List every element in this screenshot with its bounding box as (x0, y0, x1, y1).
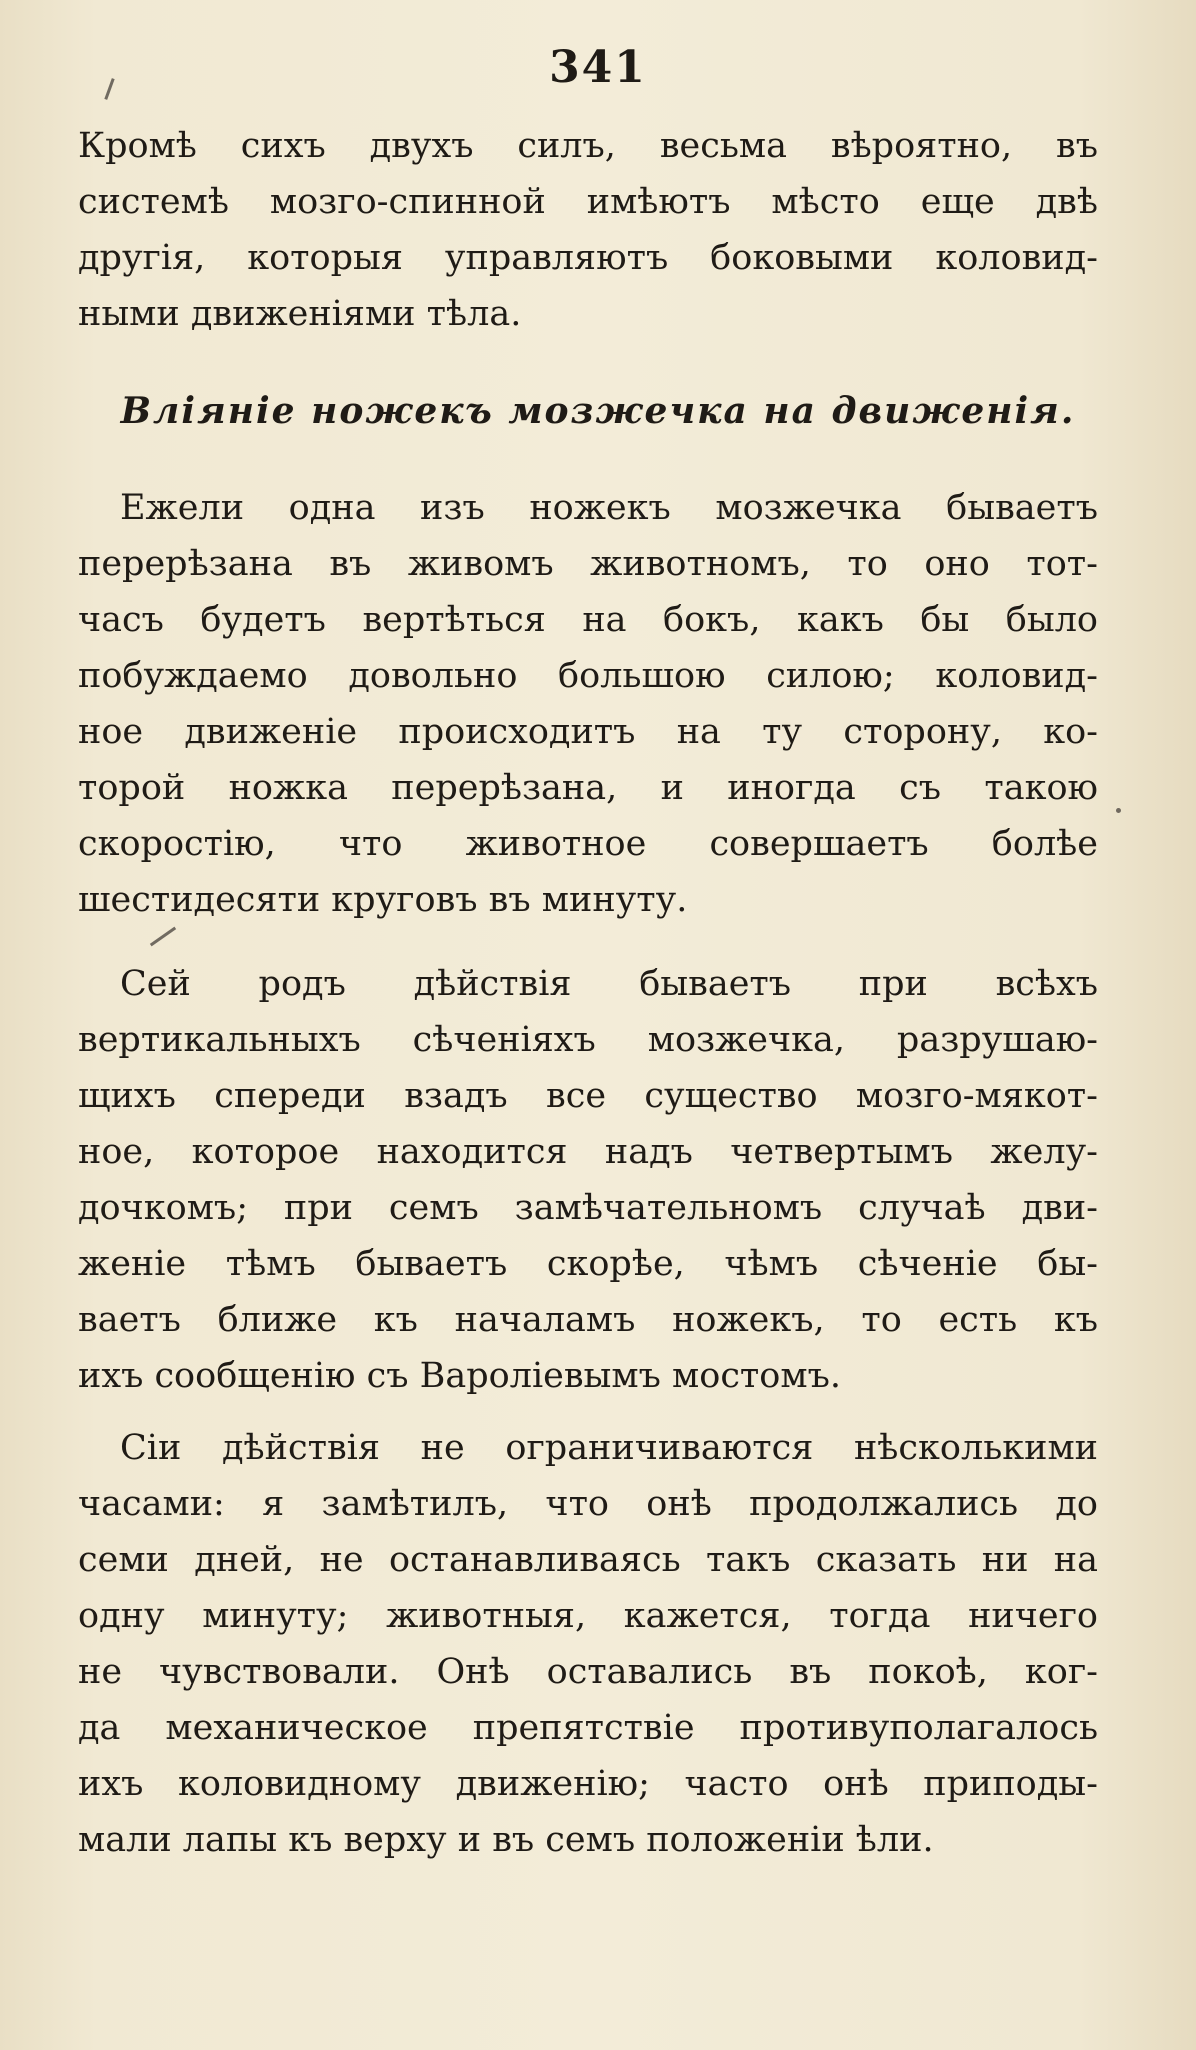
text-line: скоростію, что животное совершаетъ болѣе (78, 824, 1098, 864)
page-number: 341 (549, 42, 647, 93)
text-line: Сей родъ дѣйствія бываетъ при всѣхъ (120, 964, 1098, 1004)
text-line: дочкомъ; при семъ замѣчательномъ случаѣ дви- (78, 1188, 1098, 1228)
text-line: ное движеніе происходитъ на ту сторону, ко- (78, 712, 1098, 752)
text-line: системѣ мозго-спинной имѣютъ мѣсто еще двѣ (78, 182, 1098, 222)
text-line: ными движеніями тѣла. (78, 294, 522, 334)
text-line: одну минуту; животныя, кажется, тогда ничего (78, 1596, 1098, 1636)
paragraph-1 (78, 118, 1098, 342)
paragraph-2 (78, 480, 1098, 928)
ink-mark (1116, 808, 1121, 813)
paragraph-4 (78, 1420, 1098, 1868)
text-line: Сіи дѣйствія не ограничиваются нѣсколькими (120, 1428, 1098, 1468)
text-line: часами: я замѣтилъ, что онѣ продолжались до (78, 1484, 1098, 1524)
text-line: шестидесяти круговъ въ минуту. (78, 880, 688, 920)
text-line: не чувствовали. Онѣ оставались въ покоѣ, ког- (78, 1652, 1098, 1692)
text-line: другія, которыя управляютъ боковыми коловид- (78, 238, 1098, 278)
text-line: ное, которое находится надъ четвертымъ желу- (78, 1132, 1098, 1172)
text-line: женіе тѣмъ бываетъ скорѣе, чѣмъ сѣченіе бы- (78, 1244, 1098, 1284)
text-line: да механическое препятствіе противуполагалось (78, 1708, 1098, 1748)
text-line: часъ будетъ вертѣться на бокъ, какъ бы было (78, 600, 1098, 640)
text-line: семи дней, не останавливаясь такъ сказать ни на (78, 1540, 1098, 1580)
text-line: мали лапы къ верху и въ семъ положеніи ѣли. (78, 1820, 934, 1860)
text-line: Ежели одна изъ ножекъ мозжечка бываетъ (120, 488, 1098, 528)
text-line: перерѣзана въ живомъ животномъ, то оно тот- (78, 544, 1098, 584)
text-line: торой ножка перерѣзана, и иногда съ такою (78, 768, 1098, 808)
text-line: ихъ сообщенію съ Вароліевымъ мостомъ. (78, 1356, 841, 1396)
text-line: щихъ спереди взадъ все существо мозго-мякот- (78, 1076, 1098, 1116)
ink-mark (150, 927, 176, 947)
text-line: Кромѣ сихъ двухъ силъ, весьма вѣроятно, въ (78, 126, 1098, 166)
text-line: вертикальныхъ сѣченіяхъ мозжечка, разрушаю- (78, 1020, 1098, 1060)
text-line: ихъ коловидному движенію; часто онѣ приподы- (78, 1764, 1098, 1804)
paragraph-3 (78, 956, 1098, 1404)
section-heading: Вліяніе ножекъ мозжечка на движенія. (120, 390, 1076, 432)
text-line: побуждаемо довольно большою силою; коловид- (78, 656, 1098, 696)
text-line: ваетъ ближе къ началамъ ножекъ, то есть къ (78, 1300, 1098, 1340)
